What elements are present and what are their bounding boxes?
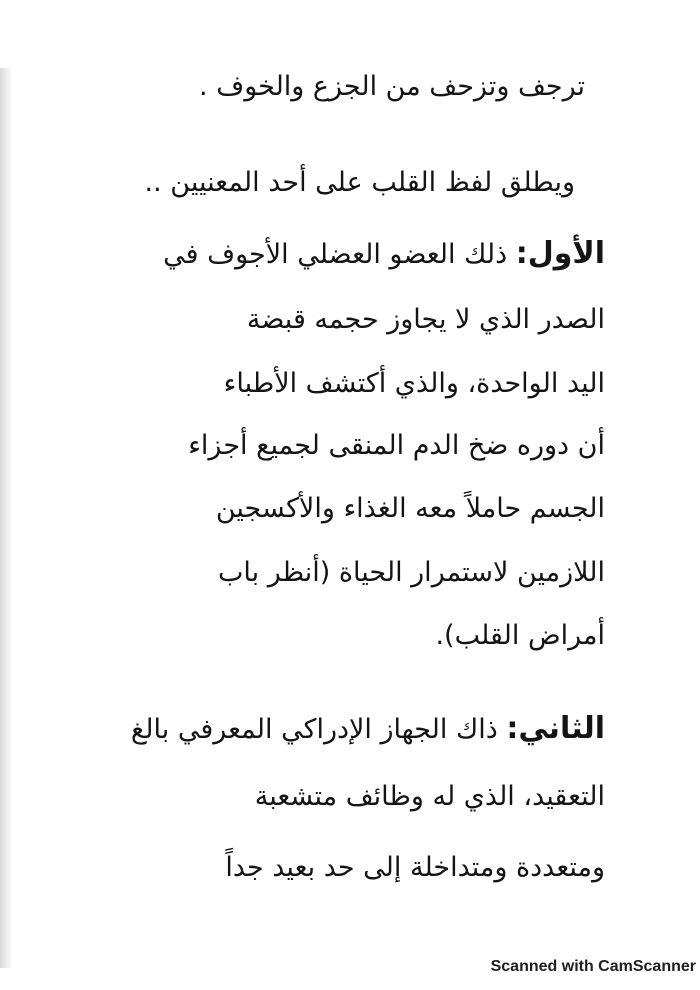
- second-meaning-text: ذاك الجهاز الإدراكي المعرفي بالغ: [130, 714, 498, 745]
- text-line-8: اللازمين لاستمرار الحياة (أنظر باب: [217, 557, 605, 588]
- camscanner-watermark: Scanned with CamScanner: [490, 958, 696, 975]
- text-line-5: اليد الواحدة، والذي أكتشف الأطباء: [223, 368, 605, 399]
- first-meaning-label: الأول:: [515, 236, 605, 271]
- first-meaning-text: ذلك العضو العضلي الأجوف في: [163, 239, 508, 270]
- text-line-11: التعقيد، الذي له وظائف متشعبة: [254, 781, 605, 812]
- second-meaning-line-1: [131, 712, 605, 747]
- text-line-2: ويطلق لفظ القلب على أحد المعنيين ..: [144, 167, 575, 198]
- text-line-1: ترجف وتزحف من الجزع والخوف .: [199, 71, 585, 102]
- text-line-12: ومتعددة ومتداخلة إلى حد بعيد جداً: [225, 852, 605, 883]
- text-line-7: الجسم حاملاً معه الغذاء والأكسجين: [215, 493, 605, 524]
- second-meaning-label: الثاني:: [506, 711, 605, 746]
- text-line-6: أن دوره ضخ الدم المنقى لجميع أجزاء: [188, 430, 605, 461]
- text-line-4: الصدر الذي لا يجاوز حجمه قبضة: [246, 304, 605, 335]
- text-line-9: أمراض القلب).: [435, 620, 605, 651]
- first-meaning-line-1: [163, 237, 605, 272]
